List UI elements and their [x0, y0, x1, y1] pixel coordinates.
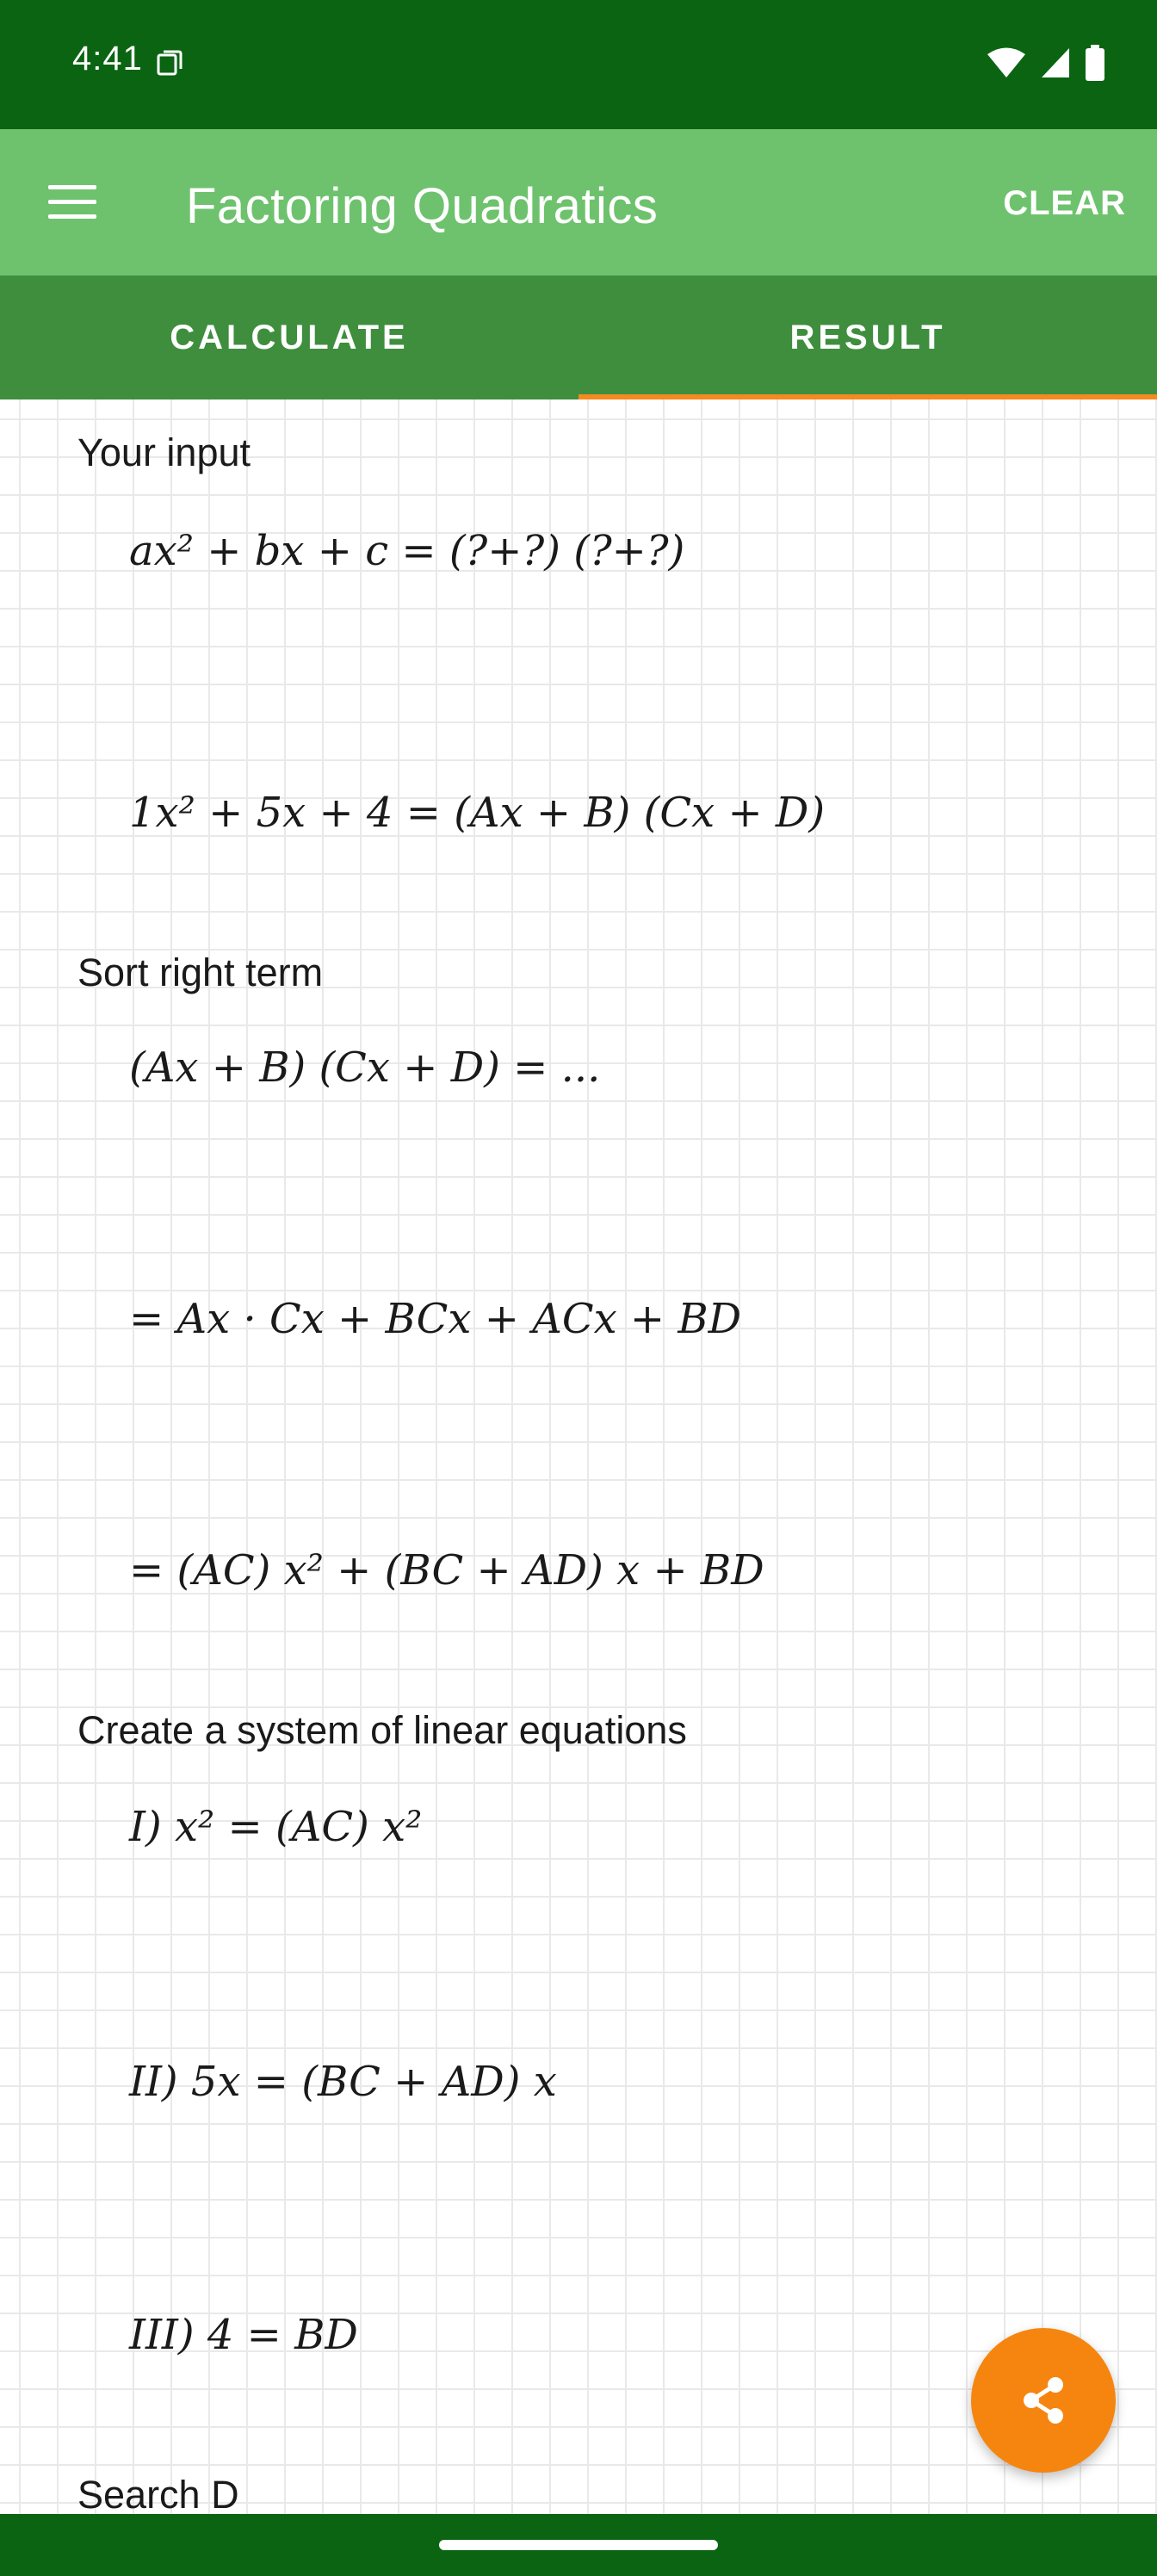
- section-heading-your-input: Your input: [77, 430, 251, 474]
- section-heading-sort-right-term: Sort right term: [77, 951, 324, 994]
- navigation-bar: [0, 2514, 1157, 2576]
- wifi-icon: [987, 46, 1026, 79]
- hamburger-menu-icon: [46, 183, 98, 221]
- tab-bar: [0, 276, 1157, 399]
- section-heading-system-of-equations: Create a system of linear equations: [77, 1708, 687, 1752]
- math-equation-iii: III) 4 = BD: [129, 2311, 358, 2359]
- menu-button[interactable]: [34, 168, 110, 237]
- tab-result[interactable]: RESULT: [578, 276, 1157, 399]
- math-expand-terms: = Ax · Cx + BCx + ACx + BD: [129, 1295, 742, 1343]
- app-bar: [0, 129, 1157, 276]
- result-content[interactable]: [0, 399, 1157, 2514]
- math-expand-start: (Ax + B) (Cx + D) = ...: [129, 1043, 601, 1092]
- home-indicator[interactable]: [439, 2540, 718, 2550]
- math-equation-i: I) x² = (AC) x²: [129, 1803, 423, 1851]
- page-title: Factoring Quadratics: [186, 178, 659, 234]
- screenshot-notification-icon: [155, 48, 184, 77]
- section-heading-search-d: Search D: [77, 2473, 239, 2514]
- math-general-form: ax² + bx + c = (?+?) (?+?): [129, 527, 685, 575]
- math-equation-ii: II) 5x = (BC + AD) x: [129, 2058, 557, 2106]
- battery-icon: [1085, 45, 1105, 81]
- clear-button[interactable]: CLEAR: [1003, 184, 1126, 222]
- math-input-equation: 1x² + 5x + 4 = (Ax + B) (Cx + D): [129, 789, 826, 837]
- cellular-signal-icon: [1040, 46, 1071, 79]
- status-icons: [987, 45, 1105, 81]
- share-button[interactable]: [971, 2328, 1116, 2473]
- status-bar: [0, 0, 1157, 129]
- share-icon: [1016, 2373, 1071, 2428]
- math-expand-grouped: = (AC) x² + (BC + AD) x + BD: [129, 1546, 764, 1595]
- tab-calculate[interactable]: CALCULATE: [170, 318, 409, 356]
- status-time: 4:41: [72, 40, 143, 77]
